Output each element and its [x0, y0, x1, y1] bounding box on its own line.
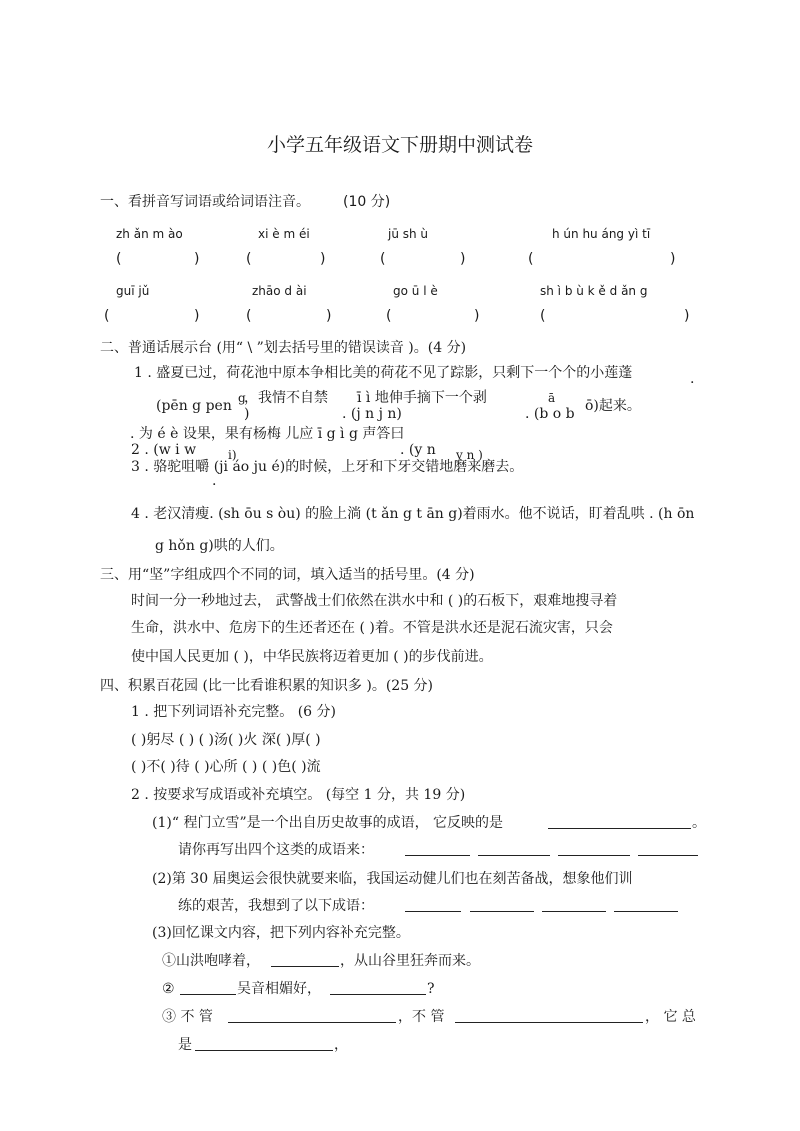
s4-q2-2-line-b: 练的艰苦，我想到了以下成语： — [178, 898, 374, 914]
section-4-heading: 四、积累百花园 (比一比看谁积累的知识多 )。(25 分) — [100, 678, 434, 694]
blank-c3-3[interactable] — [195, 1036, 333, 1051]
section-1-heading: 一、看拼音写词语或给词语注音。 — [100, 194, 310, 210]
answer-paren-3a: ( — [380, 251, 386, 267]
answer-paren-2a: ( — [246, 251, 252, 267]
s4-q2-2-line-a: (2)第 30 届奥运会很快就要来临，我国运动健儿们也在刻苦备战，想象他们训 — [152, 871, 633, 887]
s2-q1-b5: . (j n j n) — [342, 406, 402, 422]
s3-line-2: 生命，洪水中、危房下的生还者还在 ( )着。不管是洪水还是泥石流灾害，只会 — [131, 620, 613, 636]
s2-q2-line-c: . (y n — [400, 442, 436, 458]
s2-q1-b2: ，我情不自禁 — [244, 390, 328, 406]
s4-c3-d: 是 — [178, 1037, 192, 1053]
s2-q2-line-b-sub: i) — [228, 448, 237, 462]
s4-c3-b: ，不 管 — [398, 1009, 445, 1025]
s3-line-1: 时间一分一秒地过去， 武警战士们依然在洪水中和 ( )的石板下，艰难地搜寻着 — [131, 593, 618, 609]
blank-idiom-8[interactable] — [614, 897, 678, 912]
section-1-points: (10 分) — [343, 194, 391, 210]
s4-q1-row-2: ( )不( )待 ( )心所 ( ) ( )色( )流 — [131, 759, 321, 775]
answer-paren-7a: ( — [386, 308, 392, 324]
page-title: 小学五年级语文下册期中测试卷 — [266, 134, 533, 156]
s4-q2: 2 . 按要求写成语或补充填空。 (每空 1 分，共 19 分) — [131, 787, 466, 803]
blank-c2-1[interactable] — [180, 980, 236, 995]
section-2-heading: 二、普通话展示台 (用“ \ ”划去括号里的错误读音 )。(4 分) — [100, 340, 467, 356]
pinyin-2: xi è m éi — [258, 227, 310, 241]
s2-q2-line-a: . 为 é è 设果，果有杨梅 儿应 ī g ì g 声答曰 — [130, 426, 405, 442]
s4-q2-3: (3)回忆课文内容，把下列内容补充完整。 — [152, 925, 410, 941]
s2-q4-line-b: g hǒn g)哄的人们。 — [155, 538, 284, 554]
blank-idiom-5[interactable] — [405, 897, 461, 912]
blank-idiom-7[interactable] — [542, 897, 606, 912]
s4-q1: 1 . 把下列词语补充完整。 (6 分) — [131, 704, 336, 720]
blank-q2-1[interactable] — [548, 814, 691, 829]
s2-q1-b1-sup: g — [238, 391, 246, 405]
s2-q1-line-a: 1 . 盛夏已过，荷花池中原本争相比美的荷花不见了踪影，只剩下一个个的小莲蓬 — [134, 365, 633, 381]
s4-c2-c: ? — [427, 981, 435, 997]
pinyin-4: h ún hu áng yì tī — [552, 227, 651, 241]
s4-q1-row-1: ( )躬尽 ( ) ( )汤( )火 深( )厚( ) — [131, 732, 321, 748]
answer-paren-2b: ) — [320, 251, 326, 267]
answer-paren-4b: ) — [670, 251, 676, 267]
pinyin-8: sh ì b ù k ě d ǎn g — [540, 284, 648, 298]
s3-line-3: 使中国人民更加 ( )，中华民族将迈着更加 ( )的步伐前进。 — [131, 649, 493, 665]
blank-idiom-6[interactable] — [470, 897, 534, 912]
s2-q3-dot: . — [212, 473, 217, 489]
blank-idiom-3[interactable] — [558, 841, 630, 856]
s4-c3-c: ， 它 总 — [645, 1009, 696, 1025]
answer-paren-8b: ) — [684, 308, 690, 324]
s4-c1-b: ，从山谷里狂奔而来。 — [340, 953, 480, 969]
answer-paren-8a: ( — [540, 308, 546, 324]
s2-q1-b3: ī ì 地伸手摘下一个剥 — [357, 390, 487, 406]
s2-q4-line-a: 4 . 老汉清瘦. (sh ōu s òu) 的脸上淌 (t ǎn g t ān g)着雨水。他不说话，盯着乱哄 . (h ōn — [131, 506, 695, 522]
s2-q3: 3 . 骆驼咀嚼 (ji áo ju é)的时候，上牙和下牙交错地磨来磨去。 — [131, 459, 524, 475]
blank-c3-1[interactable] — [228, 1008, 396, 1023]
blank-idiom-1[interactable] — [405, 841, 470, 856]
s4-q2-1-end: 。 — [692, 815, 706, 831]
answer-paren-6a: ( — [246, 308, 252, 324]
blank-idiom-2[interactable] — [478, 841, 550, 856]
blank-c2-2[interactable] — [330, 980, 426, 995]
s4-q2-1-line-a: (1)“ 程门立雪”是一个出自历史故事的成语， 它反映的是 — [152, 815, 504, 831]
s2-q1-b3-sup: ā — [548, 391, 556, 405]
answer-paren-7b: ) — [474, 308, 480, 324]
s4-c3-a: ③ 不 管 — [162, 1009, 213, 1025]
s2-q1-dot: . — [690, 371, 695, 387]
answer-paren-5b: ) — [194, 308, 200, 324]
s4-c2-a: ② — [162, 981, 175, 997]
answer-paren-1b: ) — [194, 251, 200, 267]
pinyin-5: guī jǔ — [116, 284, 150, 298]
answer-paren-3b: ) — [460, 251, 466, 267]
pinyin-1: zh ǎn m ào — [116, 227, 183, 241]
pinyin-7: go ū l è — [393, 284, 438, 298]
section-3-heading: 三、用“坚”字组成四个不同的词，填入适当的括号里。(4 分) — [100, 567, 475, 583]
s2-q1-b4: ) — [244, 406, 250, 422]
s2-q2-line-c-sub: y n ) — [456, 448, 483, 462]
s4-c2-b: 吴音相媚好， — [237, 981, 321, 997]
s2-q1-b7: ō)起来。 — [585, 398, 641, 414]
s4-q2-1-line-b: 请你再写出四个这类的成语来： — [178, 842, 374, 858]
s2-q2-line-b: 2 . (w i w — [131, 442, 197, 458]
pinyin-6: zhāo d ài — [252, 284, 307, 298]
blank-c3-2[interactable] — [455, 1008, 643, 1023]
s4-c1-a: ①山洪咆哮着， — [162, 953, 260, 969]
pinyin-3: jū sh ù — [388, 227, 429, 241]
blank-idiom-4[interactable] — [638, 841, 698, 856]
s2-q1-b6: . (b o b — [525, 406, 575, 422]
s2-q1-b1: (pēn g pen — [156, 398, 232, 414]
answer-paren-4a: ( — [528, 251, 534, 267]
answer-paren-6b: ) — [326, 308, 332, 324]
answer-paren-1a: ( — [116, 251, 122, 267]
answer-paren-5a: ( — [104, 308, 110, 324]
blank-c1[interactable] — [271, 952, 339, 967]
s4-c3-e: ， — [334, 1037, 348, 1053]
